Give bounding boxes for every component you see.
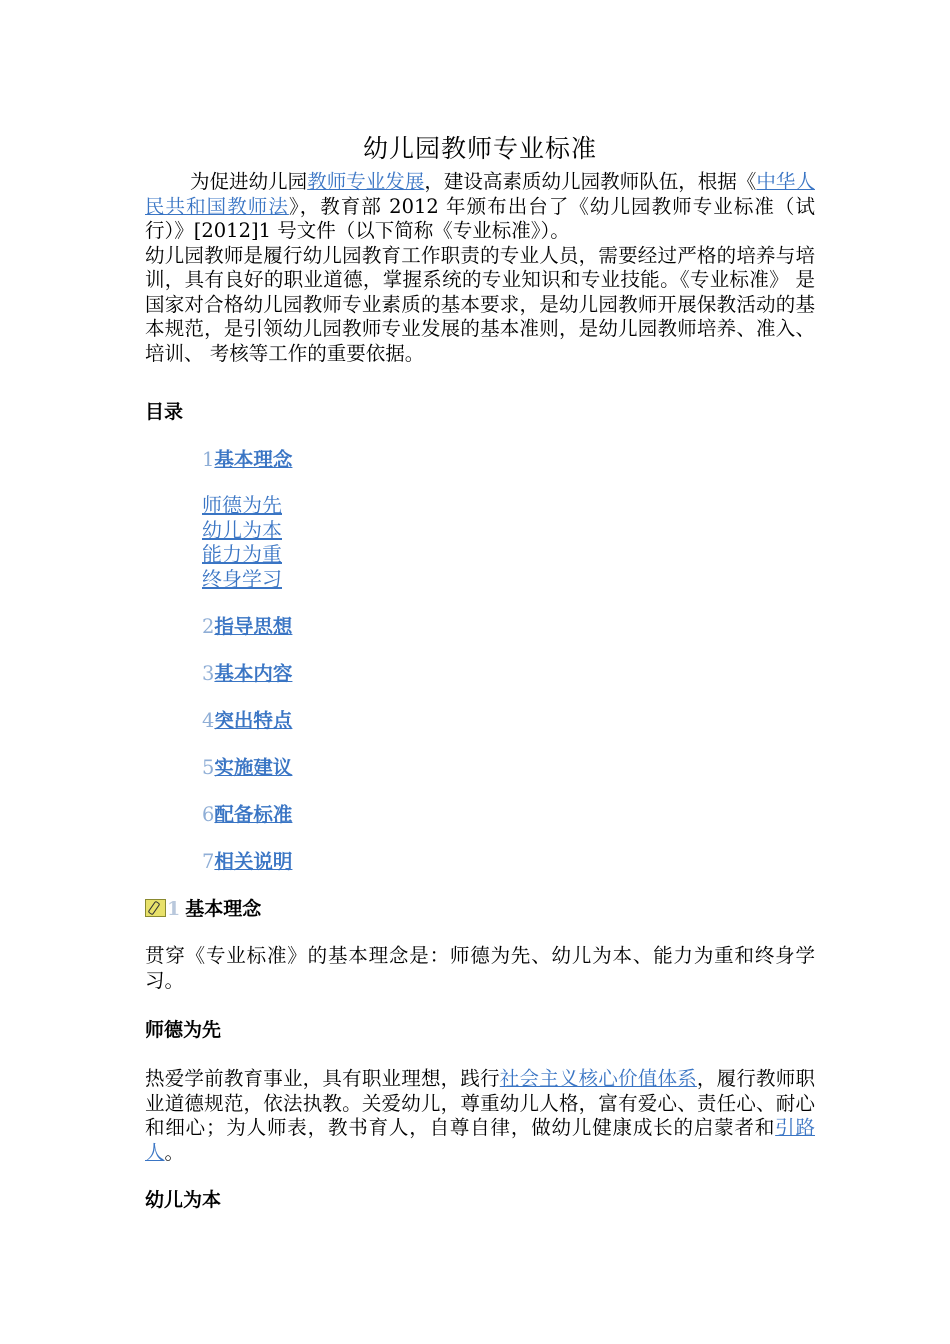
toc-link-basic-content[interactable]: 基本内容 xyxy=(214,662,293,685)
toc-item[interactable]: 7相关说明 xyxy=(202,850,293,873)
toc-sub-item[interactable] xyxy=(202,567,815,592)
edit-icon[interactable] xyxy=(145,899,166,917)
toc-item[interactable]: 2指导思想 xyxy=(202,615,293,638)
toc-heading: 目录 xyxy=(145,401,184,423)
link-teacher-development[interactable]: 教师专业发展 xyxy=(307,170,425,193)
toc-link-notes[interactable]: 相关说明 xyxy=(214,850,293,873)
document-page xyxy=(145,128,815,1213)
toc-sub-list xyxy=(202,493,815,591)
table-of-contents xyxy=(202,447,815,875)
basic-concept-text: 贯穿《专业标准》的基本理念是：师德为先、幼儿为本、能力为重和终身学习。 xyxy=(145,944,815,992)
link-guide[interactable]: 引路人 xyxy=(145,1116,815,1164)
section-heading-shide: 师德为先 xyxy=(145,1019,222,1041)
toc-link-guiding-thought[interactable]: 指导思想 xyxy=(214,615,293,638)
toc-item[interactable]: 5实施建议 xyxy=(202,756,293,779)
shide-paragraph: 热爱学前教育事业，具有职业理想，践行社会主义核心价值体系，履行教师职业道德规范，依法执教。关爱幼儿，尊重幼儿人格，富有爱心、责任心、耐心和细心；为人师表，教书育人，自尊自律，做幼儿健康成长的启蒙者和引路人。 xyxy=(145,1067,815,1164)
section-heading-basic-concept: 1 基本理念 xyxy=(145,896,815,922)
toc-link-zhongshen[interactable]: 终身学习 xyxy=(202,566,282,591)
toc-item[interactable]: 6配备标准 xyxy=(202,803,293,826)
toc-sub-item[interactable] xyxy=(202,542,815,567)
toc-sub-item[interactable] xyxy=(202,493,815,518)
link-socialist-values[interactable]: 社会主义核心价值体系 xyxy=(499,1067,697,1090)
toc-item[interactable]: 4突出特点 xyxy=(202,709,293,732)
toc-link-basic-concept[interactable]: 基本理念 xyxy=(214,448,293,471)
toc-link-shide[interactable]: 师德为先 xyxy=(202,493,282,517)
toc-item[interactable]: 1基本理念 xyxy=(202,448,293,471)
toc-link-standards[interactable]: 配备标准 xyxy=(214,803,293,826)
toc-link-implementation[interactable]: 实施建议 xyxy=(214,756,293,779)
intro-paragraph-1: 为促进幼儿园教师专业发展，建设高素质幼儿园教师队伍，根据《中华人民共和国教师法》，教育部 2012 年颁布出台了《幼儿园教师专业标准（试行）》[2012]1 号文件（以下简称《专业标准》）。 xyxy=(145,170,815,242)
intro-paragraph-2: 幼儿园教师是履行幼儿园教育工作职责的专业人员，需要经过严格的培养与培训，具有良好的职业道德，掌握系统的专业知识和专业技能。《专业标准》 是国家对合格幼儿园教师专业素质的基本要求，是幼儿园教师开展保教活动的基本规范，是引领幼儿园教师专业发展的基本准则，是幼儿园教师培养、准入、培训、 考核等工作的重要依据。 xyxy=(145,243,815,365)
section-heading-youer: 幼儿为本 xyxy=(145,1189,222,1211)
toc-link-features[interactable]: 突出特点 xyxy=(214,709,293,732)
toc-sub-item[interactable] xyxy=(202,518,815,543)
toc-item[interactable]: 3基本内容 xyxy=(202,662,293,685)
toc-link-youer[interactable]: 幼儿为本 xyxy=(202,517,282,542)
link-teachers-law[interactable]: 中华人民共和国教师法 xyxy=(145,170,815,218)
document-title: 幼儿园教师专业标准 xyxy=(362,134,597,163)
toc-link-nengli[interactable]: 能力为重 xyxy=(202,542,282,566)
